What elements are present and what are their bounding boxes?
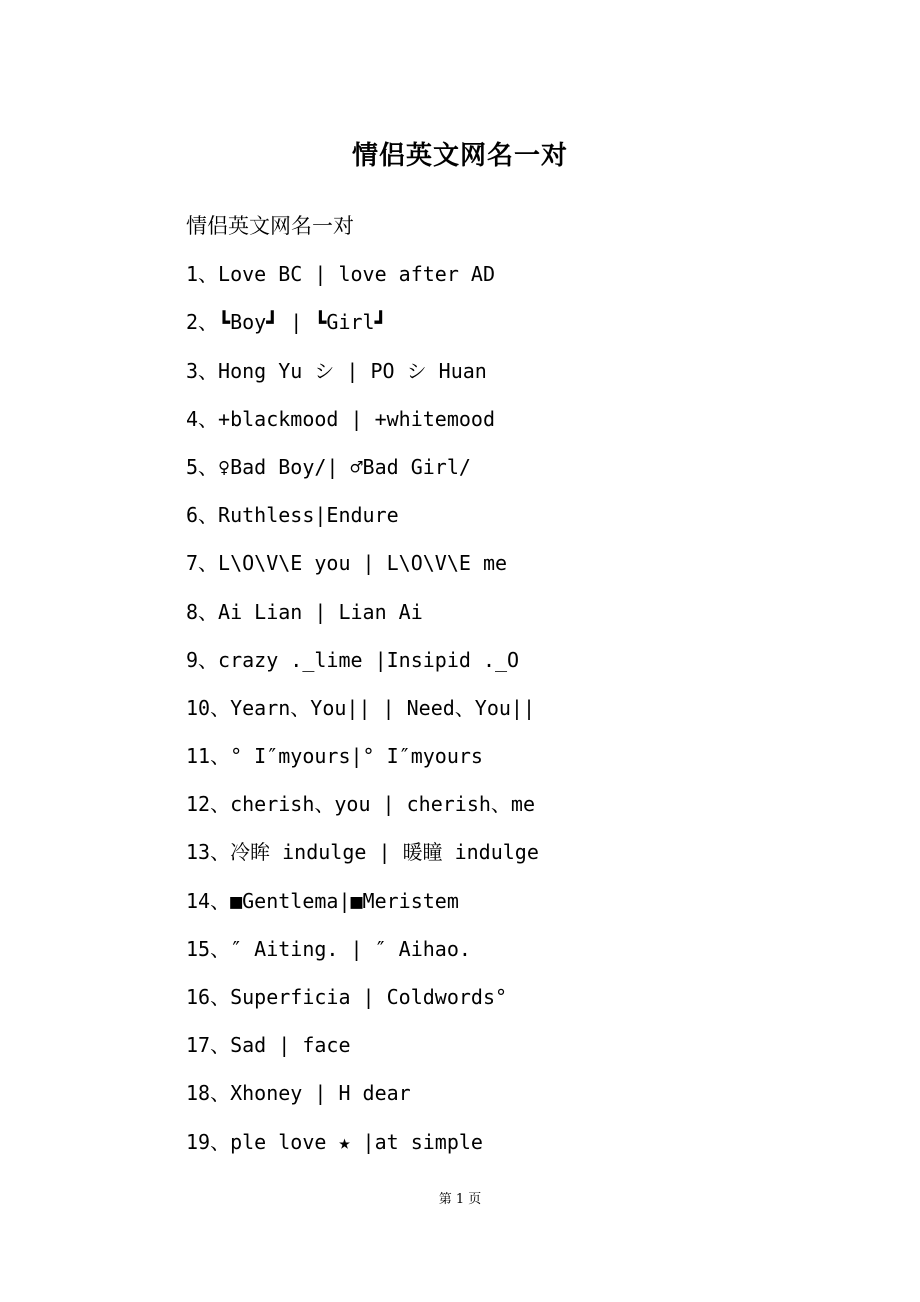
list-item: 19、ple love ★ |at simple bbox=[186, 1129, 483, 1154]
list-item: 6、Ruthless|Endure bbox=[186, 503, 399, 528]
list-item: 11、° I″myours|° I″myours bbox=[186, 744, 483, 769]
page-number: 第 1 页 bbox=[438, 1192, 482, 1207]
list-item: 9、crazy ._lime |Insipid ._O bbox=[186, 647, 520, 672]
list-item: 13、冷眸 indulge | 暖瞳 indulge bbox=[186, 840, 539, 865]
list-item: 10、Yearn、You|| | Need、You|| bbox=[186, 695, 535, 720]
list-item: 15、″ Aiting. | ″ Aihao. bbox=[186, 936, 471, 961]
list-item: 5、♀Bad Boy/| ♂Bad Girl/ bbox=[186, 454, 471, 479]
document-subtitle: 情侣英文网名一对 bbox=[186, 214, 354, 238]
list-item: 2、┗Boy┛ | ┗Girl┛ bbox=[186, 310, 387, 335]
list-item: 3、Hong Yu シ | PO シ Huan bbox=[186, 358, 487, 383]
list-item: 1、Love BC | love after AD bbox=[186, 262, 495, 287]
list-item: 14、■Gentlema|■Meristem bbox=[186, 888, 459, 913]
list-item: 4、+blackmood | +whitemood bbox=[186, 406, 495, 431]
list-item: 8、Ai Lian | Lian Ai bbox=[186, 599, 423, 624]
list-item: 12、cherish、you | cherish、me bbox=[186, 792, 535, 817]
list-item: 16、Superficia | Coldwords° bbox=[186, 985, 508, 1009]
list-item: 18、Xhoney | H dear bbox=[186, 1081, 411, 1106]
document-body bbox=[186, 206, 886, 1170]
document-title: 情侣英文网名一对 bbox=[351, 141, 568, 171]
list-item: 7、L\O\V\E you | L\O\V\E me bbox=[186, 551, 508, 576]
list-item: 17、Sad | face bbox=[186, 1033, 351, 1058]
